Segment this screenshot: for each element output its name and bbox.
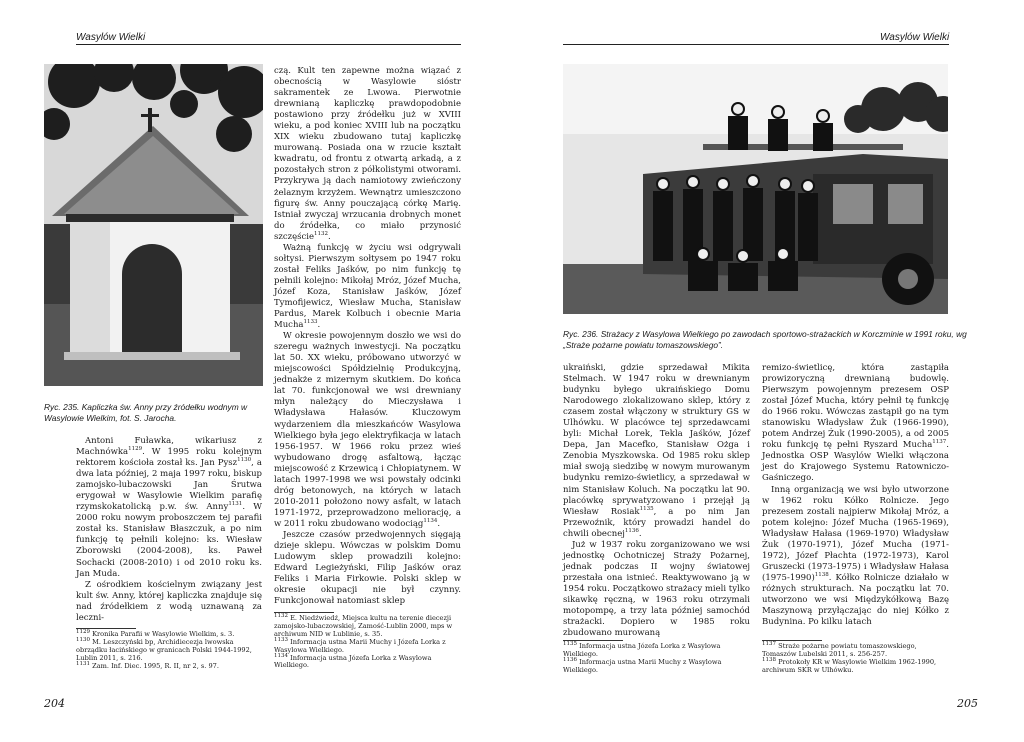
page-number: 205 — [957, 697, 978, 710]
running-head: Wasylów Wielki — [880, 32, 950, 43]
footnote: $^{1136}$ Informacja ustna Marii Muchy z Wasylowa Wielkiego. — [563, 656, 722, 674]
footnotes-col-1 — [76, 628, 262, 671]
footnote: $^{1135}$ Informacja ustna Józefa Lorka z Wasylowa Wielkiego. — [563, 640, 721, 658]
paragraph: Jeszcze czasów przedwojennych sięgają dzieje sklepu. Wówczas w polskim Domu Ludowym sklep prowadzili kolejno: Edward Legieżyński, Filip Jaśków oraz Feliks i Maria Firkowie. Polski sklep w okresie okupacji nie był czynny. Funkcjonował natomiast sklep — [274, 529, 461, 607]
paragraph: Antoni Fuławka, wikariusz z Machnówka$^{1129}$. W 1995 roku kolejnym rektorem kościoła został ks. Jan Pysz$^{1130}$, a dwa lata później, 2 maja 1997 roku, biskup zamojsko-lubaczowski Jan Śrutwa erygował w Wasylowie Wielkim parafię rzymskokatolicką p.w. św. Anny$^{1131}$. W 2000 roku nowym proboszczem tej parafii został ks. Stanisław Błaszczuk, a po nim funkcję tę pełnili kolejno: ks. Wiesław Zborowski (2004-2008), ks. Paweł Sochacki (2008-2010) i od 2010 roku ks. Jan Muda. — [76, 436, 263, 579]
footnotes-col-1 — [563, 640, 750, 675]
footnotes-col-2 — [274, 612, 461, 670]
photo-caption: Ryc. 235. Kapliczka św. Anny przy źródełku wodnym w Wasylowie Wielkim, fot. S. Jarocha. — [44, 402, 248, 423]
footnote: $^{1138}$ Protokoły KR w Wasylowie Wielkim 1962-1990, archiwum SKR w Ulhówku. — [762, 656, 937, 674]
firefighters-photo — [563, 64, 948, 314]
paragraph: Ważną funkcję w życiu wsi odgrywali sołtysi. Pierwszym sołtysem po 1947 roku został Feliks Jaśków, po nim funkcję tę pełnili kolejno: Mikołaj Mróz, Józef Mucha, Józef Koza, Stanisław Jaśków, Józef Tymofijewicz, Wiesław Mucha, Stanisław Pardus, Marek Kolbuch i obecnie Maria Mucha$^{1133}$. — [274, 242, 461, 331]
footnote: $^{1129}$ Kronika Parafii w Wasylowie Wielkim, s. 3. — [76, 628, 235, 638]
paragraph: ukraiński, gdzie sprzedawał Mikita Stelmach. W 1947 roku w drewnianym budynku byłego ukraińskiego Domu Narodowego zlokalizowano sklep, który z czasem został włączony w struktury GS w Ulhówku. W placówce tej sprzedawcami byli: Michał Lorek, Tekla Jaśków, Józef Depa, Jan Macefko, Stanisław Ożga i Zenobia Myszkowska. Od 1985 roku sklep miał swoją siedzibę w nowym murowanym budynku remizo-świetlicy, a sprzedawał w nim Stanisław Koluch. Na początku lat 90. placówkę sprywatyzowano i przejął ją Wiesław Rosiak$^{1135}$, a po nim Jan Przewoźnik, który prowadzi handel do chwili obecnej$^{1136}$. — [563, 363, 750, 539]
paragraph: czą. Kult ten zapewne można wiązać z obecnością w Wasylowie sióstr sakramentek ze Lwowa. Pierwotnie drewnianą kapliczkę prawdopodobnie postawiono przy źródełku już w XVIII wieku, a pod koniec XVIII lub na początku XIX wieku zbudowano tutaj kapliczkę murowaną. Posiada ona w rzucie kształt kwadratu, od frontu z otwartą arkadą, a z pozostałych stron z półkolistymi otworami. Przykrywa ją dach namiotowy zwieńczony żelaznym krzyżem. Wewnątrz umieszczono figurę św. Anny pouczającą córkę Marię. Istniał zwyczaj wrzucania drobnych monet do źródełka, co miało przynosić szczęście$^{1132}$. — [274, 66, 461, 242]
header-rule — [563, 44, 949, 45]
text-column-2 — [274, 66, 461, 607]
text-column-1 — [76, 436, 262, 624]
paragraph: Inną organizacją we wsi było utworzone w 1962 roku Kółko Rolnicze. Jego prezesem zostali najpierw Mikołaj Mróz, a potem kolejno: Józef Mucha (1965-1969), Władysław Hałasa (1969-1970) Władysław Żuk (1970-1971), Józef Mucha (1971-1972), Józef Płachta (1972-1973), Karol Gruszecki (1973-1975) i Władysław Hałasa (1975-1990)$^{1138}$. Kółko Rolnicze działało w różnych strukturach. Na początku lat 70. utworzono we wsi Międzykółkową Bazę Maszynową przyłączając do niej Kółko z Budynina. Po kilku latach — [762, 484, 949, 628]
footnotes-col-2 — [762, 640, 949, 675]
footnote: $^{1134}$ Informacja ustna Józefa Lorka z Wasylowa Wielkiego. — [274, 652, 432, 670]
text-column-1 — [563, 363, 750, 639]
chapel-photo-image — [44, 64, 263, 386]
running-head: Wasylów Wielki — [76, 32, 146, 43]
paragraph: Z ośrodkiem kościelnym związany jest kult św. Anny, której kapliczka znajduje się nad źródełkiem z wodą uznawaną za leczni- — [76, 579, 262, 623]
footnote: $^{1137}$ Straże pożarne powiatu tomaszowskiego, Tomaszów Lubelski 2011, s. 256-257. — [762, 640, 917, 658]
page-number: 204 — [44, 697, 65, 710]
header-rule — [76, 44, 461, 45]
photo-caption: Ryc. 236. Strażacy z Wasylowa Wielkiego po zawodach sportowo-strażackich w Korczminie w 1991 roku, wg „Straże pożarne powiatu tomaszowskiego”. — [563, 329, 967, 350]
paragraph: W okresie powojennym doszło we wsi do szeregu ważnych inwestycji. Na początku lat 50. XX wieku, próbowano utworzyć w miejscowości Spółdzielnię Produkcyjną, jednakże z mizernym skutkiem. Do końca lat 70. funkcjonował we wsi drewniany młyn należący do Mieczysława i Władysława Hałasów. Kluczowym wydarzeniem dla mieszkańców Wasylowa Wielkiego była jego elektryfikacja w latach 1956-1957. W 1966 roku przez wieś wybudowano drogę asfaltową, łącząc miejscowość z Krzewicą i Chłopiatynem. W latach 1997-1998 we wsi powstały odcinki dróg betonowych, na których w latach 2010-2011 położono nowy asfalt, w latach 1971-1972, przeprowadzono meliorację, a w 2011 roku zbudowano wodociąg$^{1134}$. — [274, 331, 461, 529]
chapel-photo — [44, 64, 263, 386]
text-column-2 — [762, 363, 949, 628]
paragraph: Już w 1937 roku zorganizowano we wsi jednostkę Ochotniczej Straży Pożarnej, jednak podczas II wojny światowej przestała ona istnieć. Reaktywowano ją w 1954 roku. Początkowo strażacy mieli tylko sikawkę ręczną, w 1963 roku otrzymali motopompę, a trzy lata później samochód strażacki. Dopiero w 1985 roku zbudowano murowaną — [563, 539, 750, 639]
footnote: $^{1133}$ Informacja ustna Marii Muchy i Józefa Lorka z Wasylowa Wielkiego. — [274, 636, 446, 654]
right-page — [512, 0, 1024, 742]
firefighters-photo-image — [563, 64, 948, 314]
footnote: $^{1131}$ Zam. Inf. Diec. 1995, R. II, nr 2, s. 97. — [76, 660, 219, 670]
paragraph: remizo-świetlicę, która zastąpiła prowizoryczną drewnianą budowlę. Pierwszym powojennym prezesem OSP został Józef Mucha, który pełnił tę funkcję do 1966 roku. Wówczas zastąpił go na tym stanowisku Władysław Żuk (1966-1990), potem Andrzej Żuk (1990-2005), a od 2005 roku funkcję tę pełni Ryszard Mucha$^{1137}$. Jednostka OSP Wasylów Wielki włączona jest do Krajowego Systemu Ratowniczo-Gaśniczego. — [762, 363, 949, 484]
footnote: $^{1130}$ M. Leszczyński bp, Archidiecezja lwowska obrządku łacińskiego w granicach Polski 1944-1992, Lublin 2011, s. 216. — [76, 636, 252, 662]
footnote: $^{1132}$ E. Niedźwiedź, Miejsca kultu na terenie diecezji zamojsko-lubaczowskiej, Zamość-Lublin 2000, mps w archiwum NID w Lublinie, s. 35. — [274, 612, 453, 638]
